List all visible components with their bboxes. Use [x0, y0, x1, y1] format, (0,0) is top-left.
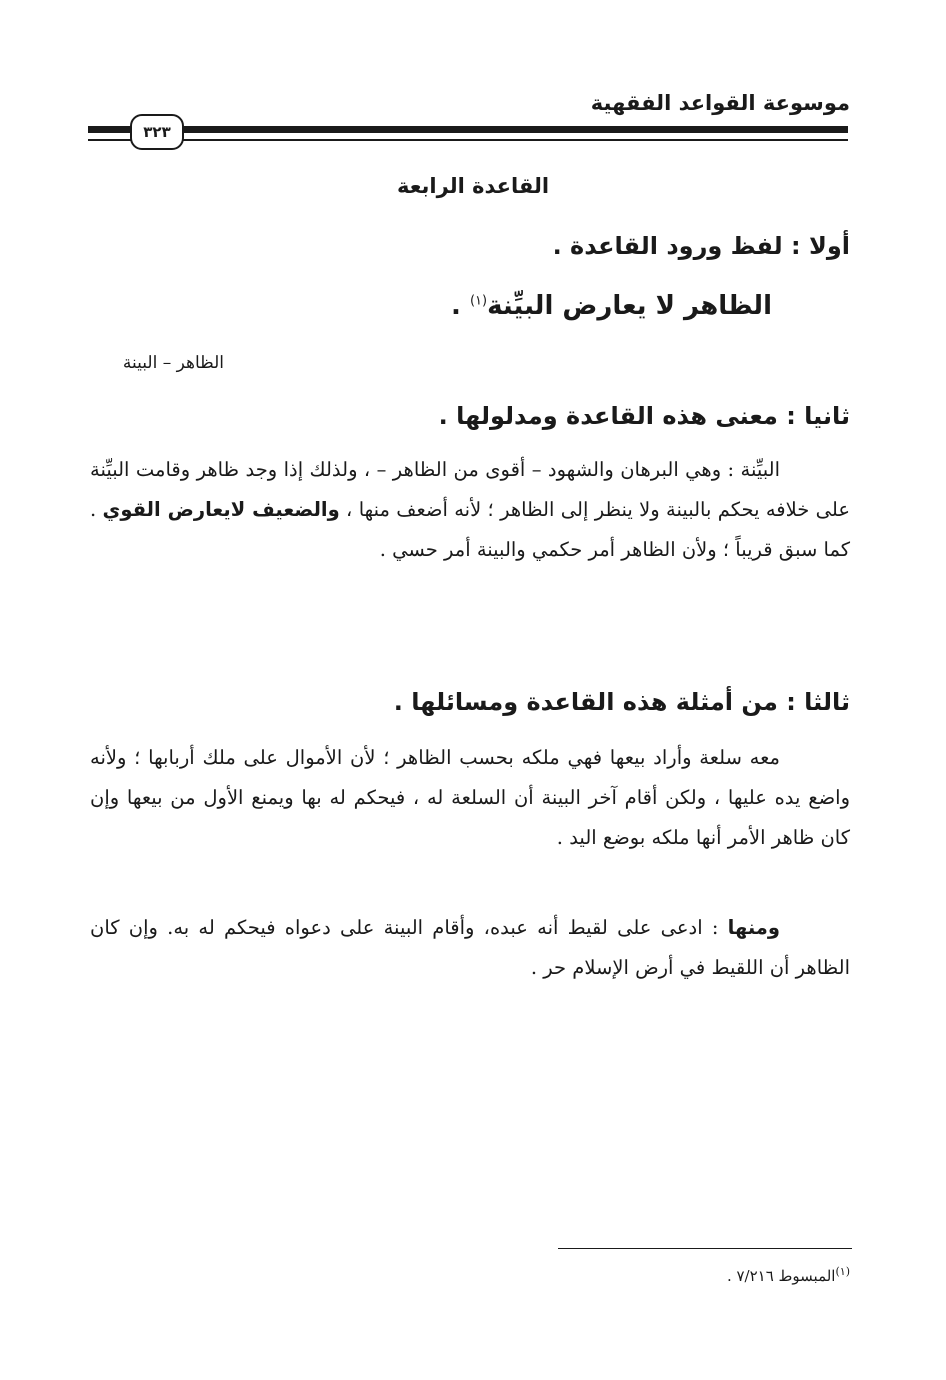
rule-end: . — [451, 291, 470, 321]
footnote-text: المبسوط ٧/٢١٦ . — [726, 1267, 836, 1285]
book-title: موسوعة القواعد الفقهية — [590, 91, 850, 115]
header-rule-thick — [88, 126, 848, 133]
example-label: ومنها — [727, 916, 780, 939]
chapter-title: القاعدة الرابعة — [396, 174, 550, 198]
meaning-text: : وهي البرهان والشهود – أقوى من الظاهر – ، ولذلك إذا وجد ظاهر وقامت البيِّنة على خلافه يحكم بالبينة ولا ينظر إلى الظاهر ؛ لأنه أضعف منها ، — [90, 458, 850, 521]
footnote — [727, 1262, 850, 1290]
footnote-number: (١) — [835, 1265, 850, 1278]
example-text: : ادعى على لقيط أنه عبده، وأقام البينة على دعواه فيحكم له به. وإن كان الظاهر أن اللقيط في أرض الإسلام حر . — [90, 916, 850, 979]
section-heading-examples: ثالثا : من أمثلة هذه القاعدة ومسائلها . — [393, 688, 850, 716]
section-heading-wording: أولا : لفظ ورود القاعدة . — [552, 232, 850, 260]
meaning-text-end: . كما سبق قريباً ؛ ولأن الظاهر أمر حكمي والبينة أمر حسي . — [90, 498, 850, 561]
meaning-principle: والضعيف لايعارض القوي — [102, 498, 340, 521]
header-rule-thin — [88, 139, 848, 141]
example-paragraph-2 — [90, 908, 850, 988]
section-heading-meaning: ثانيا : معنى هذه القاعدة ومدلولها . — [438, 402, 850, 430]
page-number: ٣٢٣ — [130, 114, 184, 150]
rule-text: الظاهر لا يعارض البيِّنة — [487, 291, 772, 321]
example-paragraph-1: معه سلعة وأراد بيعها فهي ملكه بحسب الظاهر ؛ لأن الأموال على ملك أربابها ؛ ولأنه واضع يده عليها ، ولكن أقام آخر البينة أن السلعة له ، فيحكم له بها ويمنع الأول من بيعها وإن كان ظاهر الأمر أنها ملكه بوضع اليد . — [90, 746, 850, 849]
rule-statement — [451, 286, 772, 326]
meaning-paragraph — [90, 450, 850, 570]
keywords: الظاهر – البينة — [122, 353, 224, 373]
footnote-rule — [558, 1248, 852, 1249]
footnote-ref[interactable]: (١) — [469, 293, 488, 309]
meaning-term: البيِّنة — [740, 458, 780, 481]
